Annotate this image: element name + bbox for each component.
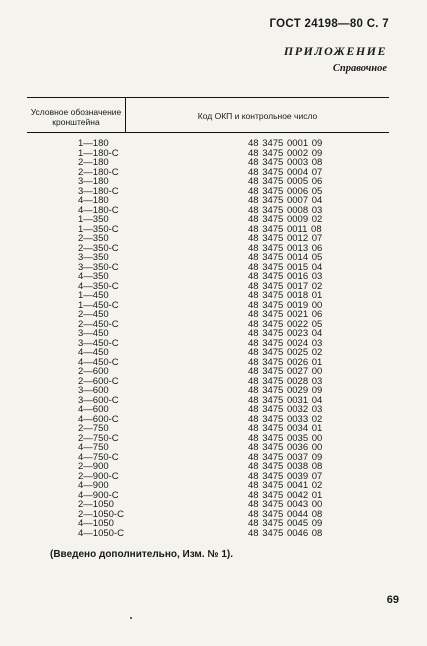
bracket-designation: 3—180-С [78,185,119,197]
scan-speck [130,617,132,619]
bracket-designation: 1—180 [78,138,109,149]
okp-code: 48 3475 0017 02 [248,280,323,292]
okp-code: 48 3475 0001 09 [248,138,323,149]
table-row [0,358,427,368]
table-row [0,177,427,187]
bracket-designation: 1—350-С [78,223,119,235]
bracket-designation: 2—450 [78,309,109,320]
table-row [0,187,427,197]
okp-code: 48 3475 0029 09 [248,385,323,396]
okp-code: 48 3475 0043 00 [248,499,323,510]
okp-code: 48 3475 0011 08 [248,223,322,235]
table-row [0,519,427,529]
bracket-designation: 2—750-С [78,432,119,444]
table-row [0,396,427,406]
bracket-designation: 4—750-С [78,451,119,463]
table-row [0,348,427,358]
bracket-designation: 4—180 [78,195,109,206]
column-header-designation: Условное обозначение кронштейна [30,107,122,127]
table-row [0,272,427,282]
bracket-designation: 2—900 [78,461,109,472]
okp-code: 48 3475 0045 09 [248,518,323,529]
bracket-designation: 3—350-С [78,261,119,273]
bracket-designation: 2—900-С [78,470,119,482]
bracket-designation: 2—450-С [78,318,119,330]
table-row [0,367,427,377]
table-row [0,386,427,396]
okp-code: 48 3475 0018 01 [248,290,323,301]
table-row [0,415,427,425]
okp-code: 48 3475 0042 01 [248,489,323,501]
bracket-designation: 4—1050-С [78,527,124,539]
table-row [0,434,427,444]
table-row [0,206,427,216]
table-row [0,263,427,273]
running-header: ГОСТ 24198—80 С. 7 [269,18,389,30]
table-row [0,158,427,168]
table-row [0,529,427,539]
bracket-designation: 4—750 [78,442,109,453]
bracket-designation: 3—600-С [78,394,119,406]
okp-code: 48 3475 0035 00 [248,432,323,444]
okp-code: 48 3475 0046 08 [248,527,323,539]
table-row [0,291,427,301]
bracket-designation: 4—450-С [78,356,119,368]
bracket-designation: 1—450-С [78,299,119,311]
bracket-designation: 4—1050 [78,518,114,529]
okp-code: 48 3475 0024 03 [248,337,323,349]
bracket-designation: 4—600-С [78,413,119,425]
okp-code: 48 3475 0028 03 [248,375,323,387]
okp-code: 48 3475 0033 02 [248,413,323,425]
okp-code: 48 3475 0034 01 [248,423,323,434]
bracket-designation: 4—180-С [78,204,119,216]
table-row [0,481,427,491]
table-row [0,377,427,387]
okp-code: 48 3475 0002 09 [248,147,323,159]
table-row [0,244,427,254]
okp-code: 48 3475 0004 07 [248,166,323,178]
table-row [0,234,427,244]
okp-code: 48 3475 0027 00 [248,366,323,377]
okp-code: 48 3475 0013 06 [248,242,323,254]
okp-code: 48 3475 0003 08 [248,157,323,168]
bracket-designation: 2—750 [78,423,109,434]
table-row [0,215,427,225]
bracket-designation: 4—450 [78,347,109,358]
page-number: 69 [386,594,399,606]
bracket-designation: 1—180-С [78,147,119,159]
appendix-subtitle: Справочное [332,63,387,74]
okp-code: 48 3475 0041 02 [248,480,323,491]
appendix-title: ПРИЛОЖЕНИЕ [283,44,387,58]
okp-code: 48 3475 0022 05 [248,318,323,330]
bracket-designation: 2—600 [78,366,109,377]
bracket-designation: 3—450 [78,328,109,339]
bracket-designation: 2—600-С [78,375,119,387]
okp-code: 48 3475 0016 03 [248,271,323,282]
bracket-designation: 2—1050-С [78,508,124,520]
table-row [0,500,427,510]
bracket-designation: 4—350 [78,271,109,282]
bracket-designation: 4—900-С [78,489,119,501]
table-row [0,310,427,320]
table-row [0,149,427,159]
okp-code: 48 3475 0009 02 [248,214,323,225]
table-row [0,168,427,178]
okp-code: 48 3475 0032 03 [248,404,323,415]
okp-code: 48 3475 0038 08 [248,461,323,472]
okp-code: 48 3475 0014 05 [248,252,323,263]
bracket-designation: 2—180 [78,157,109,168]
table-row [0,462,427,472]
table-row [0,253,427,263]
table-row [0,320,427,330]
table-row [0,196,427,206]
bracket-designation: 4—600 [78,404,109,415]
table-row [0,491,427,501]
bracket-designation: 1—350 [78,214,109,225]
okp-code: 48 3475 0021 06 [248,309,323,320]
table-row [0,329,427,339]
okp-code: 48 3475 0023 04 [248,328,323,339]
bracket-designation: 2—180-С [78,166,119,178]
bracket-designation: 3—600 [78,385,109,396]
bracket-designation: 3—180 [78,176,109,187]
bracket-designation: 4—900 [78,480,109,491]
table-row [0,339,427,349]
okp-code: 48 3475 0005 06 [248,176,323,187]
okp-code: 48 3475 0037 09 [248,451,323,463]
okp-code: 48 3475 0012 07 [248,233,323,244]
table-body [0,139,427,538]
table-row [0,510,427,520]
bracket-designation: 2—350-С [78,242,119,254]
bracket-designation: 4—350-С [78,280,119,292]
table-row [0,472,427,482]
bracket-designation: 3—450-С [78,337,119,349]
bracket-designation: 3—350 [78,252,109,263]
okp-code: 48 3475 0036 00 [248,442,323,453]
okp-code: 48 3475 0015 04 [248,261,323,273]
table-row [0,453,427,463]
table-row [0,301,427,311]
bracket-designation: 1—450 [78,290,109,301]
bracket-designation: 2—1050 [78,499,114,510]
table-row [0,225,427,235]
okp-code: 48 3475 0008 03 [248,204,323,216]
okp-code: 48 3475 0039 07 [248,470,323,482]
table-row [0,405,427,415]
okp-code: 48 3475 0007 04 [248,195,323,206]
bracket-designation: 2—350 [78,233,109,244]
table-row [0,139,427,149]
table-row [0,424,427,434]
okp-code: 48 3475 0019 00 [248,299,323,311]
okp-code: 48 3475 0006 05 [248,185,323,197]
appendix-block [284,44,387,74]
okp-code: 48 3475 0026 01 [248,356,323,368]
amendment-note: (Введено дополнительно, Изм. № 1). [50,549,233,560]
table-row [0,443,427,453]
okp-code: 48 3475 0044 08 [248,508,323,520]
okp-code: 48 3475 0031 04 [248,394,323,406]
table-header [27,97,389,133]
table-row [0,282,427,292]
column-header-okp-code: Код ОКП и контрольное число [197,111,318,121]
okp-code: 48 3475 0025 02 [248,347,323,358]
